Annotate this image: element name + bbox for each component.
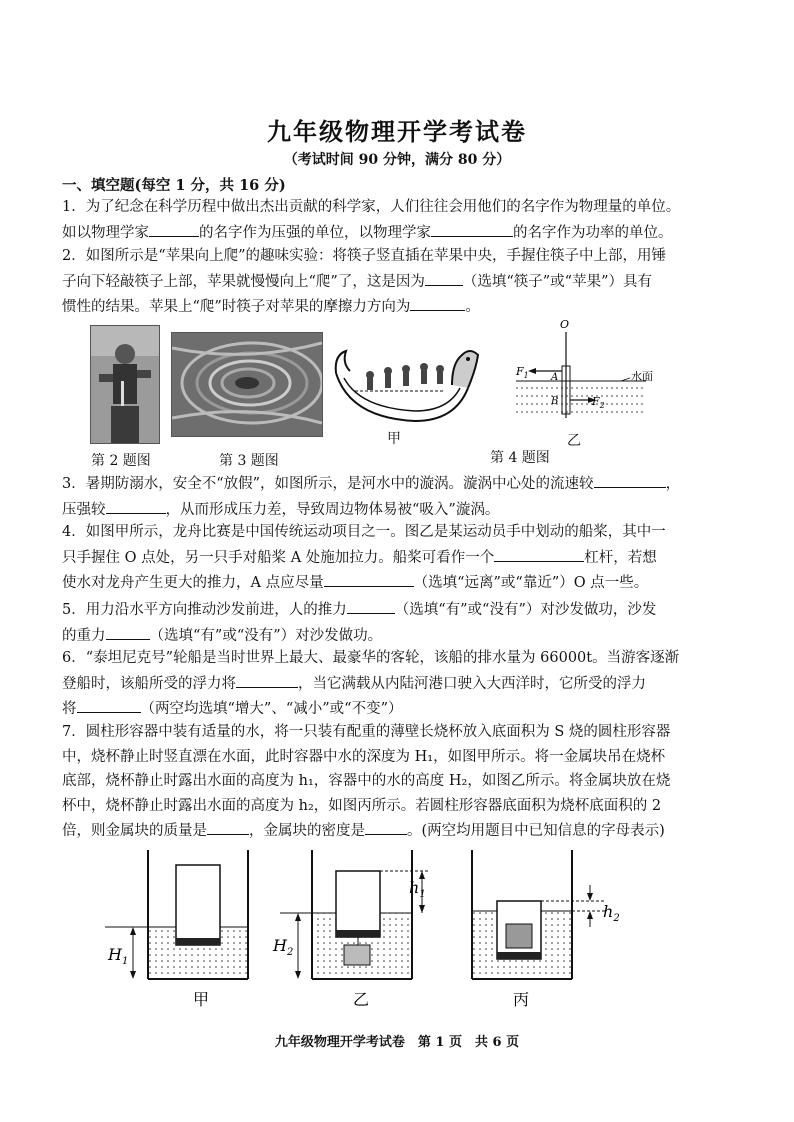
q6-blank-1[interactable] xyxy=(236,671,298,688)
page-footer: 九年级物理开学考试卷 第 1 页 共 6 页 xyxy=(274,1035,520,1050)
q2-line3: 惯性的结果。苹果上“爬”时筷子对苹果的摩擦力方向为 。 xyxy=(62,294,737,320)
exam-info: （考试时间 90 分钟，满分 80 分） xyxy=(283,152,511,168)
q4-line1: 4．如图甲所示，龙舟比赛是中国传统运动项目之一。图乙是某运动员手中划动的船桨，其中一 xyxy=(62,524,666,540)
svg-text:F2: $F_2$ xyxy=(592,395,605,410)
q3-line2: 压强较 ，从而形成压力差，导致周边物体易被“吸入”漩涡。 xyxy=(62,497,737,523)
fig4-jia-caption: 甲 xyxy=(387,431,401,447)
fig2-caption: 第 2 题图 xyxy=(91,453,151,469)
oar-lever-diagram xyxy=(506,318,671,428)
svg-text:h1: $h_1$ xyxy=(409,878,426,900)
label-H1: H xyxy=(108,945,122,964)
q3-blank-1[interactable] xyxy=(594,471,666,488)
svg-text:H2: $H_2$ xyxy=(273,936,294,958)
question-4 xyxy=(62,520,737,596)
container-yi xyxy=(272,850,430,1009)
container-bing-caption: 丙 xyxy=(513,990,530,1009)
q2-line1: 2．如图所示是“苹果向上爬”的趣味实验：将筷子竖直插在苹果中央，手握住筷子中上部，用锤 xyxy=(62,248,667,264)
question-6 xyxy=(62,646,737,722)
q1-line2: 如以物理学家 的名字作为压强的单位，以物理学家 的名字作为功率的单位。 xyxy=(62,220,737,246)
fig3-caption: 第 3 题图 xyxy=(219,453,279,469)
q3-blank-2[interactable] xyxy=(106,497,166,514)
whirlpool-photo xyxy=(171,332,323,437)
container-bing xyxy=(472,850,620,1009)
label-F2: F xyxy=(592,395,600,408)
q7-line5: 倍，则金属块的质量是 ，金属块的密度是 。(两空均用题目中已知信息的字母表示) xyxy=(62,818,737,844)
container-diagrams xyxy=(100,845,640,1015)
q6-line2: 登船时，该船所受的浮力将 ，当它满载从内陆河港口驶入大西洋时，它所受的浮力 xyxy=(62,671,737,697)
question-5 xyxy=(62,597,737,648)
q5-blank-1[interactable] xyxy=(347,597,395,614)
q4-blank-1[interactable] xyxy=(494,545,584,562)
q1-line1: 1．为了纪念在科学历程中做出杰出贡献的科学家，人们往往会用他们的名字作为物理量的单位。 xyxy=(62,199,681,215)
q6-line1: 6．“泰坦尼克号”轮船是当时世界上最大、最豪华的客轮，该船的排水量为 66000t。当游客逐渐 xyxy=(62,650,680,666)
q7-line1: 7．圆柱形容器中装有适量的水，将一只装有配重的薄壁长烧杯放入底面积为 S 烧的圆柱形容器 xyxy=(62,724,671,740)
q4-line2: 只手握住 O 点处，另一只手对船桨 A 处施加拉力。船桨可看作一个 杠杆，若想 xyxy=(62,545,737,571)
fig4-yi-caption: 乙 xyxy=(567,433,581,449)
q7-line4: 杯中，烧杯静止时露出水面的高度为 h₂，如图丙所示。若圆柱形容器底面积为烧杯底面积的 2 xyxy=(62,797,662,814)
q6-line3: 将 （两空均选填“增大”、“减小”或“不变”） xyxy=(62,696,737,722)
label-h2: h xyxy=(603,902,614,921)
q5-blank-2[interactable] xyxy=(106,623,150,640)
svg-text:h2: $h_2$ xyxy=(603,902,620,924)
container-jia-caption: 甲 xyxy=(193,990,210,1009)
q5-line1: 5．用力沿水平方向推动沙发前进，人的推力 （选填“有”或“没有”）对沙发做功，沙发 xyxy=(62,597,737,623)
apple-experiment-photo xyxy=(90,325,160,444)
label-H2: H xyxy=(273,936,287,955)
q7-blank-2[interactable] xyxy=(365,818,407,835)
q1-blank-2[interactable] xyxy=(431,220,513,237)
container-jia xyxy=(105,850,248,1009)
question-3 xyxy=(62,471,737,522)
svg-text:F1: $F_1$ xyxy=(516,365,529,380)
section-heading: 一、填空题(每空 1 分，共 16 分) xyxy=(62,177,286,194)
page-title: 九年级物理开学考试卷 xyxy=(267,117,527,146)
q4-blank-2[interactable] xyxy=(324,570,414,587)
label-A: A xyxy=(551,372,559,383)
label-O: O xyxy=(560,318,570,331)
question-2 xyxy=(62,244,737,320)
question-1 xyxy=(62,195,737,245)
label-F1: F xyxy=(516,365,524,378)
q2-line2: 子向下轻敲筷子上部，苹果就慢慢向上“爬”了，这是因为 （选填“筷子”或“苹果”）具有 xyxy=(62,269,737,295)
q2-blank-2[interactable] xyxy=(410,294,465,311)
dragon-boat-drawing xyxy=(330,333,480,428)
container-yi-caption: 乙 xyxy=(353,990,370,1009)
label-B: B xyxy=(551,396,559,407)
fig4-caption: 第 4 题图 xyxy=(490,450,550,466)
q4-line3: 使水对龙舟产生更大的推力，A 点应尽量 （选填“远离”或“靠近”）O 点一些。 xyxy=(62,570,737,596)
q7-line2: 中，烧杯静止时竖直漂在水面，此时容器中水的深度为 H₁，如图甲所示。将一金属块吊在烧杯 xyxy=(62,748,666,765)
q5-line2: 的重力 （选填“有”或“没有”）对沙发做功。 xyxy=(62,623,737,649)
q1-blank-1[interactable] xyxy=(149,220,199,237)
q7-line3: 底部，烧杯静止时露出水面的高度为 h₁，容器中的水的高度 H₂，如图乙所示。将金属块放在烧 xyxy=(62,773,671,789)
label-water-surface: 水面 xyxy=(631,370,653,383)
svg-text:H1: $H_1$ xyxy=(108,945,129,967)
q7-blank-1[interactable] xyxy=(207,818,249,835)
q6-blank-2[interactable] xyxy=(77,696,141,713)
label-h1: h xyxy=(409,878,420,897)
question-7 xyxy=(62,720,737,844)
q2-blank-1[interactable] xyxy=(425,269,463,286)
q3-line1: 3．暑期防溺水，安全不“放假”，如图所示，是河水中的漩涡。漩涡中心处的流速较 ， xyxy=(62,471,737,497)
